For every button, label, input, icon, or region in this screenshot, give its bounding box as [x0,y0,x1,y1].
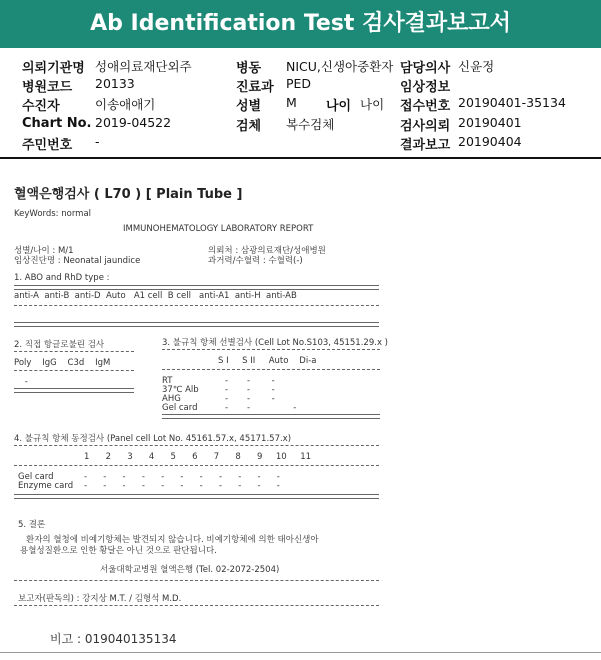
section5-title: 5. 결론 [18,520,46,530]
reporter: 보고자(판독의) : 강지상 M.T. / 김형석 M.D. [18,594,182,604]
age-value: 나이 [360,97,385,112]
patient-label: 수진자 [22,99,60,114]
screen-row-values: - - - [225,385,275,395]
sex-value: M [286,95,297,110]
lab-title: IMMUNOHEMATOLOGY LABORATORY REPORT [123,224,314,234]
request-date-value: 20190401 [458,115,522,130]
conclusion-line1: 환자의 혈청에 비예기항체는 발견되지 않습니다. 비예기항체에 의한 태아신생아 [26,535,319,545]
screen-row-values: - - - [225,403,297,413]
hospital-code-value: 20133 [95,76,135,91]
section1-title: 1. ABO and RhD type : [14,273,110,283]
hospital-contact: 서울대학교병원 혈액은행 (Tel. 02-2072-2504) [100,565,280,575]
requester: 의뢰처 : 삼광의료재단/성애병원 [208,246,326,256]
remark: 비고 : 019040135134 [50,632,177,646]
header-col1-row1: 의뢰기관명 [22,61,85,76]
abo-headers: anti-A anti-B anti-D Auto A1 cell B cell anti-A1 anti-H anti-AB [14,291,297,301]
section3-title: 3. 불규칙 항체 선별검사 (Cell Lot No.S103, 45151.29.x ) [162,338,388,348]
resident-no-label: 주민번호 [22,138,73,153]
panel-row-values: - - - - - - - - - - - [84,472,280,482]
screen-row-label: 37℃ Alb [162,385,199,395]
accession-value: 20190401-35134 [458,95,566,110]
report-date-label: 결과보고 [400,138,451,153]
clinical-diagnosis: 임상진단명 : Neonatal jaundice [14,256,141,266]
clinical-info-label: 임상정보 [400,80,451,95]
report-title: Ab Identification Test 검사결과보고서 [0,0,601,48]
rule [14,465,379,466]
rule [14,494,379,499]
panel-row-values: - - - - - - - - - - - [84,481,280,491]
section2-title: 2. 직접 항글로불린 검사 [14,340,105,350]
screen-row-values: - - - [225,394,275,404]
rule [14,305,379,306]
sex-age: 성별/나이 : M/1 [14,246,74,256]
doctor-value: 신윤정 [458,59,495,74]
specimen-value: 복수검체 [286,117,335,132]
sex-label: 성별 [236,99,262,114]
chart-no-value: 2019-04522 [95,115,172,130]
patient-value: 이송애애기 [95,97,156,112]
chart-no-label: Chart No. [22,116,92,131]
transfusion-history: 과거력/수혈력 : 수혈력(-) [208,256,303,266]
screen-row-values: - - - [225,376,275,386]
specimen-label: 검체 [236,119,262,134]
screen-row-label: RT [162,376,173,386]
screen-headers: S I S II Auto Di-a [218,356,317,366]
rule [14,322,379,327]
age-label: 나이 [326,99,352,114]
resident-no-value: - [95,134,100,149]
document-title: 혈액은행검사 ( L70 ) [ Plain Tube ] [14,187,243,202]
panel-row-label: Gel card [18,472,54,482]
rule [14,605,379,606]
rule [14,388,134,393]
conclusion-line2: 용혈성질환으로 인한 황달은 아닌 것으로 판단됩니다. [20,546,217,556]
panel-numbers: 1 2 3 4 5 6 7 8 9 10 11 [84,452,312,462]
dept-label: 진료과 [236,80,274,95]
header-divider [0,157,601,159]
dept-value: PED [286,76,312,91]
hospital-code-label: 병원코드 [22,80,73,95]
report-date-value: 20190404 [458,134,522,149]
rule [162,369,380,370]
doctor-label: 담당의사 [400,61,451,76]
dat-values: - [22,377,28,387]
dat-headers: Poly IgG C3d IgM [14,358,111,368]
rule [14,445,379,446]
accession-label: 접수번호 [400,99,451,114]
footer-divider [0,652,601,653]
rule [14,351,134,352]
screen-row-label: AHG [162,394,181,404]
ward-label: 병동 [236,61,262,76]
request-date-label: 검사의뢰 [400,119,451,134]
rule [162,349,380,350]
rule [14,580,379,581]
keywords: KeyWords: normal [14,209,92,219]
institution-value: 성애의료재단외주 [95,59,192,74]
screen-row-label: Gel card [162,403,198,413]
rule [14,370,134,371]
ward-value: NICU,신생아중환자 [286,59,394,74]
rule [14,285,379,290]
panel-row-label: Enzyme card [18,481,74,491]
rule [162,414,380,419]
section4-title: 4. 불규칙 항체 동정검사 (Panel cell Lot No. 45161.57.x, 45171.57.x) [14,434,292,444]
